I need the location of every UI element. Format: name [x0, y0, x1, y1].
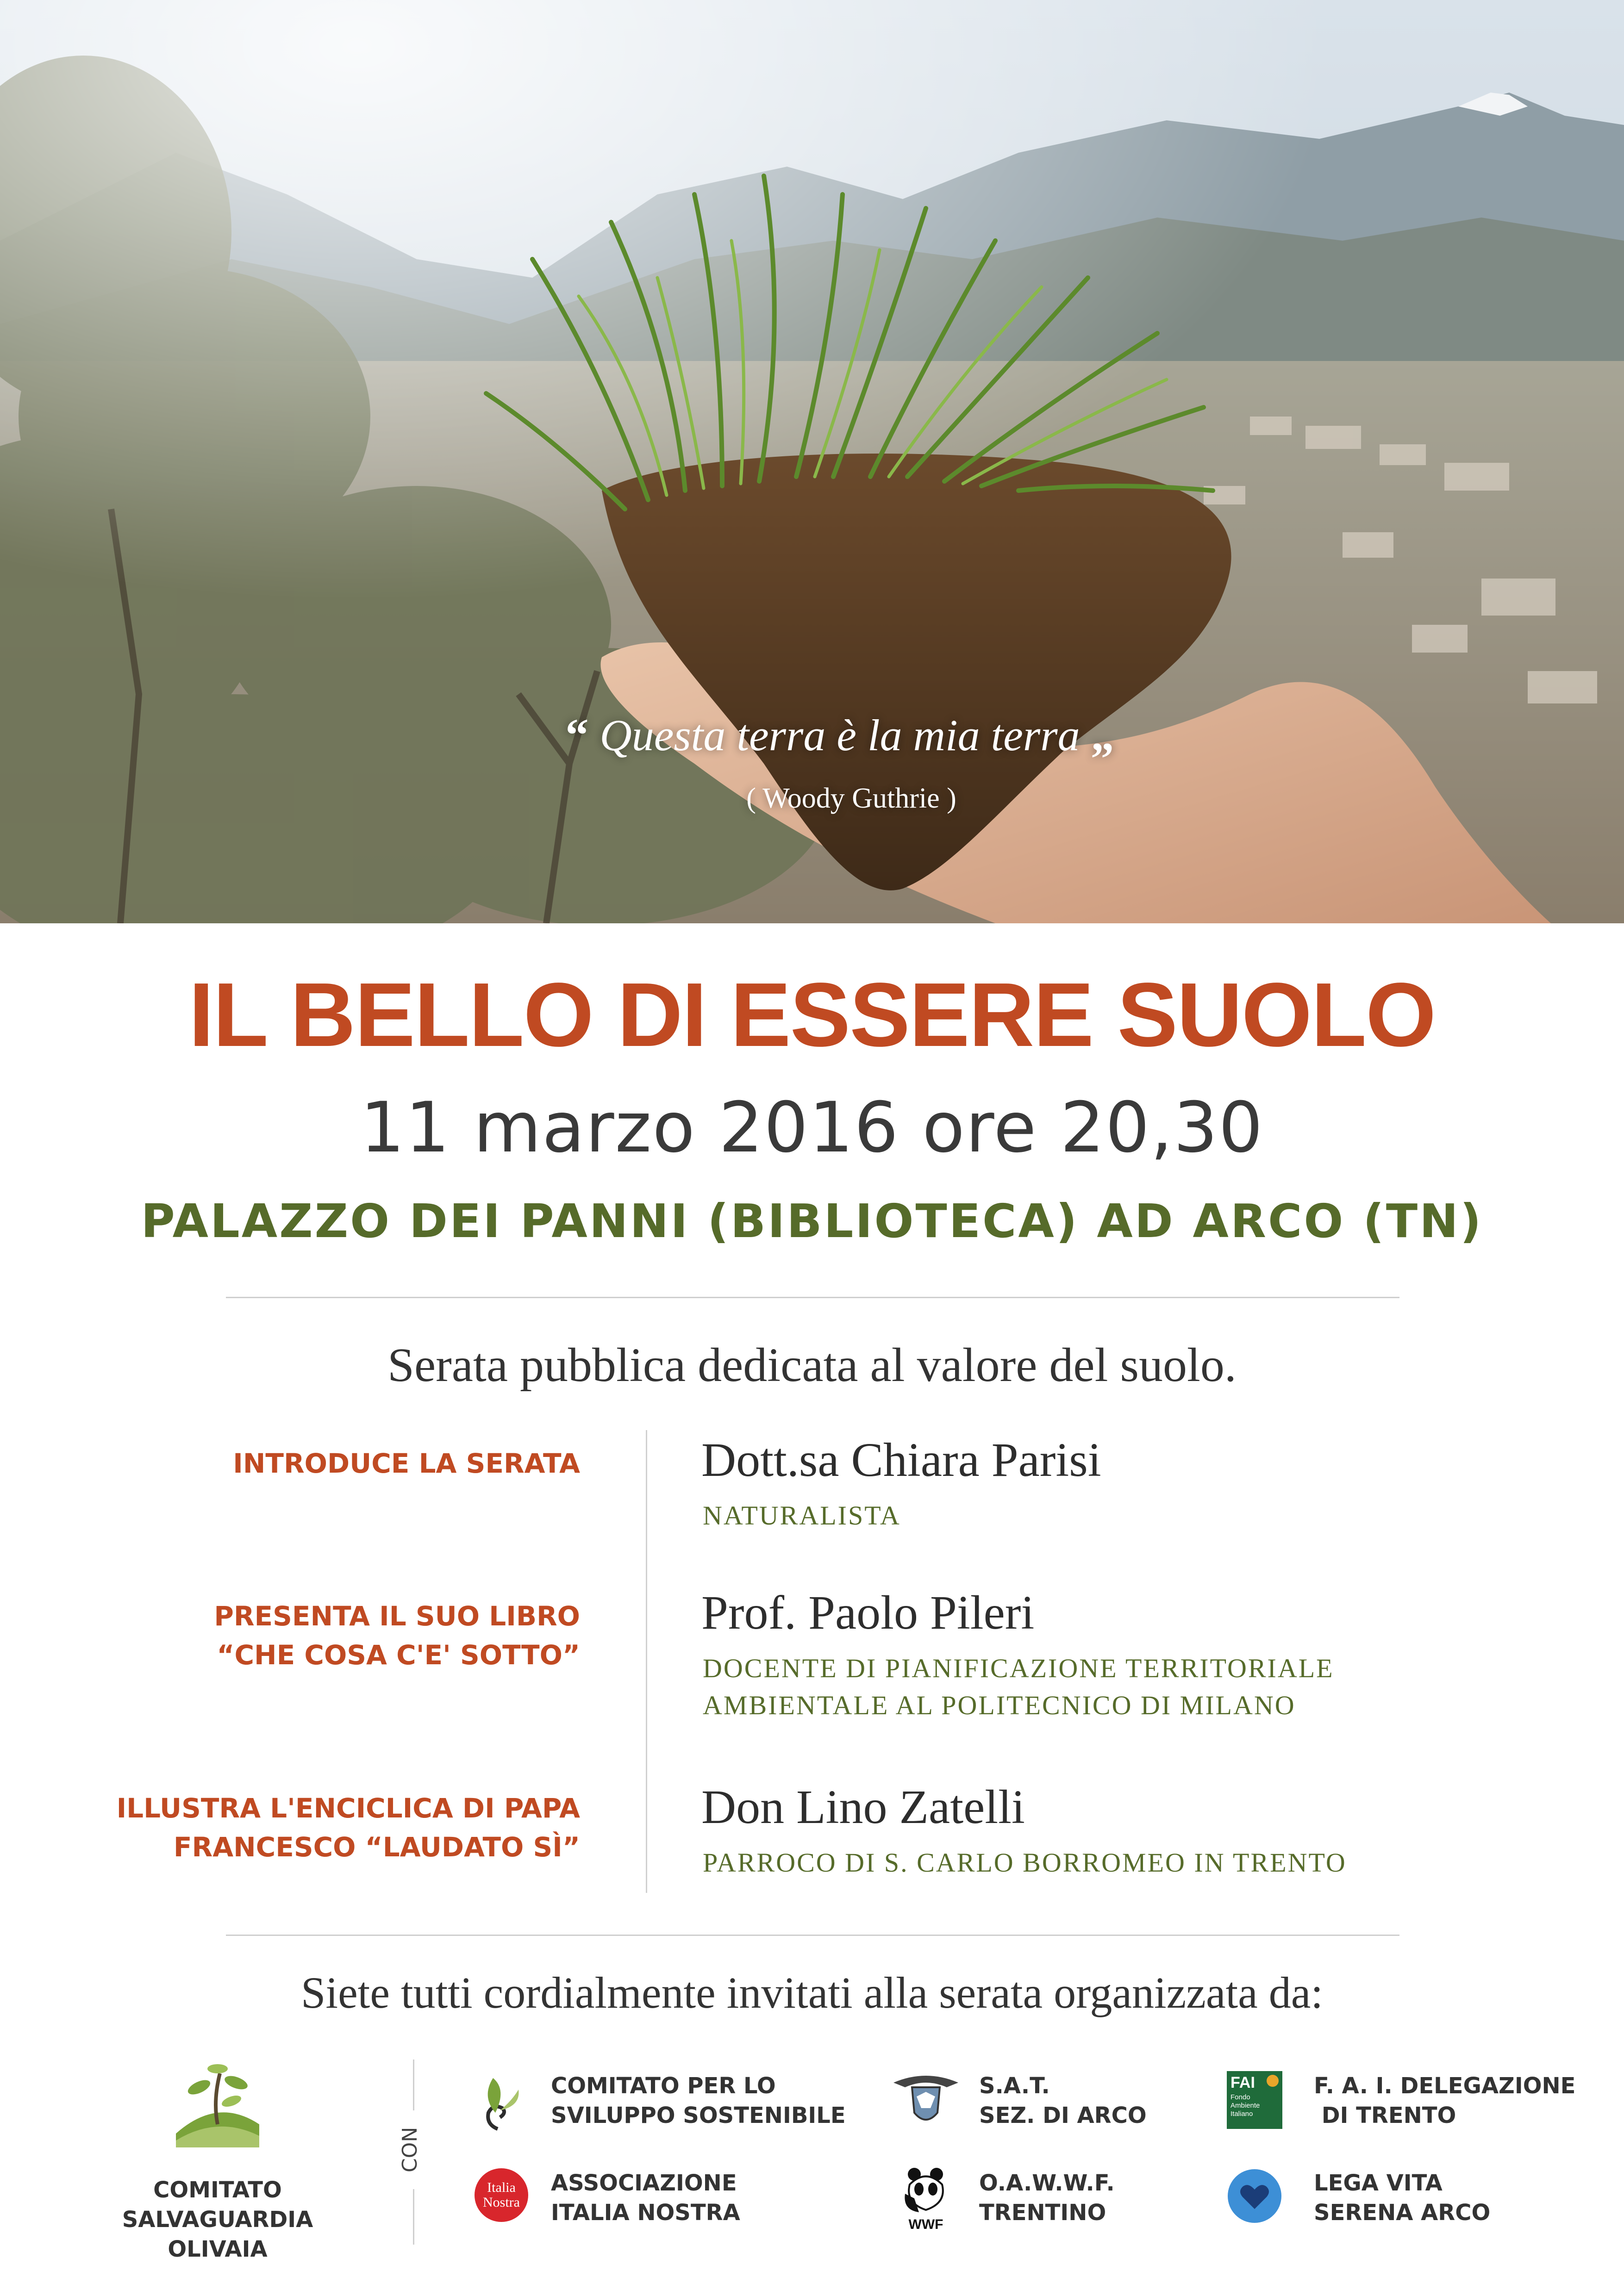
speaker-1-name: Dott.sa Chiara Parisi — [701, 1433, 1101, 1487]
event-intro: Serata pubblica dedicata al valore del suolo. — [387, 1338, 1237, 1392]
eagle-crest-icon — [891, 2069, 961, 2129]
event-title: IL BELLO DI ESSERE SUOLO — [188, 964, 1436, 1065]
speakers-divider — [646, 1430, 647, 1893]
org-main-label: COMITATO SALVAGUARDIA OLIVAIA — [122, 2177, 313, 2262]
fai-sun-icon — [1267, 2075, 1279, 2087]
org-partner-2-label: S.A.T. SEZ. DI ARCO — [979, 2073, 1147, 2128]
panda-icon — [900, 2166, 951, 2217]
invitation-text: Siete tutti cordialmente invitati alla serata organizzata da: — [301, 1968, 1323, 2017]
wwf-wordmark: WWF — [908, 2217, 943, 2232]
speaker-2-name: Prof. Paolo Pileri — [701, 1586, 1035, 1639]
org-partner-4-label: ASSOCIAZIONE ITALIA NOSTRA — [551, 2170, 740, 2226]
quote-text: Questa terra è la mia terra — [600, 710, 1080, 760]
speaker-1-role: INTRODUCE LA SERATA — [233, 1448, 580, 1479]
fai-logo-icon: FAI Fondo Ambiente Italiano — [1227, 2071, 1282, 2129]
con-label: CON — [398, 2110, 426, 2189]
divider-bottom — [226, 1935, 1399, 1936]
speaker-3-name: Don Lino Zatelli — [701, 1780, 1025, 1834]
hero-quote — [0, 708, 1624, 761]
speaker-3-title: PARROCO DI S. CARLO BORROMEO IN TRENTO — [703, 1848, 1347, 1878]
org-partner-3-label: F. A. I. DELEGAZIONE DI TRENTO — [1314, 2073, 1576, 2128]
org-partner-1-label: COMITATO PER LO SVILUPPO SOSTENIBILE — [551, 2073, 846, 2128]
quote-author: ( Woody Guthrie ) — [746, 783, 956, 814]
event-venue: PALAZZO DEI PANNI (BIBLIOTECA) AD ARCO (TN) — [141, 1194, 1483, 1248]
org-partner-5-label: O.A.W.W.F. TRENTINO — [979, 2170, 1115, 2226]
heart-icon — [1227, 2168, 1282, 2224]
olive-tree-logo-icon — [167, 2055, 269, 2157]
org-partner-6-label: LEGA VITA SERENA ARCO — [1314, 2170, 1491, 2226]
speaker-2-role: PRESENTA IL SUO LIBRO “CHE COSA C'E' SOTTO” — [214, 1600, 580, 1671]
event-datetime: 11 marzo 2016 ore 20,30 — [360, 1088, 1264, 1168]
quote-open-mark: “ — [565, 709, 589, 760]
italia-nostra-logo-icon: Italia Nostra — [475, 2168, 528, 2222]
sprout-icon — [468, 2069, 528, 2134]
divider-top — [226, 1297, 1399, 1298]
quote-close-mark: „ — [1091, 709, 1114, 760]
hero-photo — [0, 0, 1624, 923]
speaker-1-title: NATURALISTA — [703, 1500, 901, 1531]
speaker-3-role: ILLUSTRA L'ENCICLICA DI PAPA FRANCESCO “LAUDATO SÌ” — [116, 1792, 580, 1863]
speaker-2-title: DOCENTE DI PIANIFICAZIONE TERRITORIALE AMBIENTALE AL POLITECNICO DI MILANO — [703, 1653, 1334, 1720]
